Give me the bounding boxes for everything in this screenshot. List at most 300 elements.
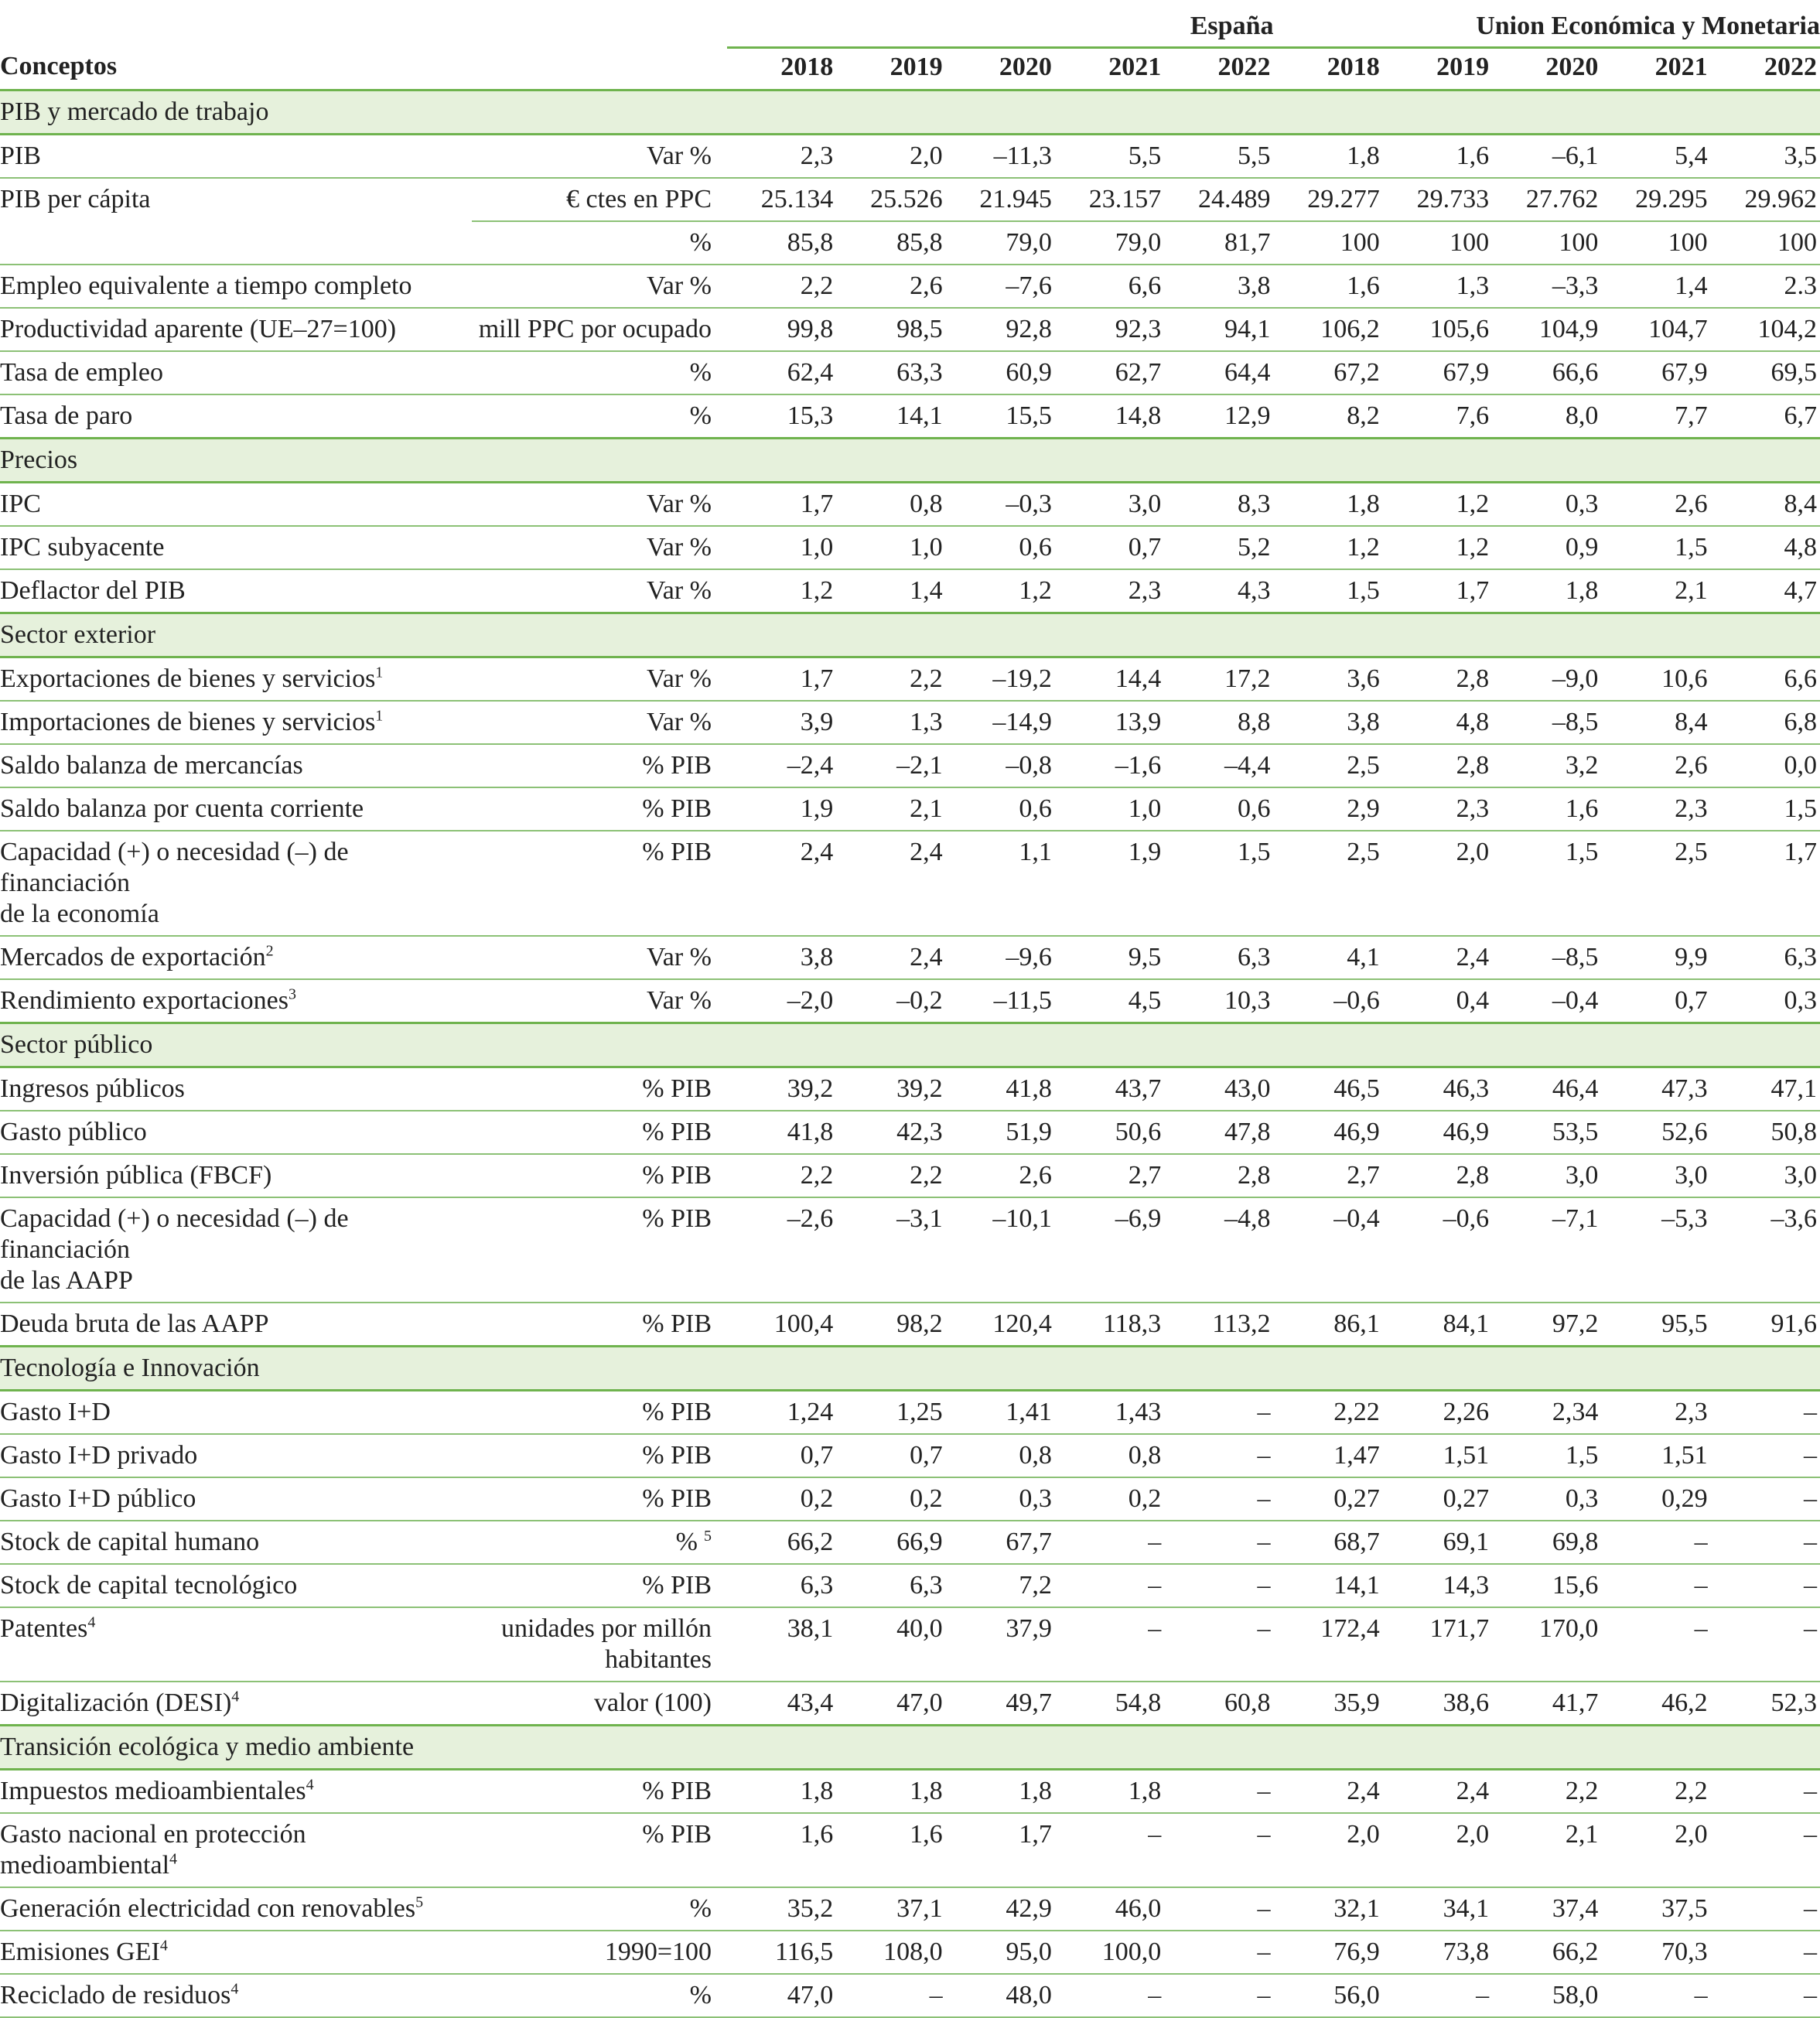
value-cell: 2,7 <box>1055 1154 1164 1197</box>
value-cell: 6,6 <box>1711 657 1820 702</box>
value-cell: – <box>1164 1931 1273 1974</box>
row-label-text: Gasto I+D privado <box>0 1441 198 1470</box>
value-cell: 2,2 <box>727 265 836 308</box>
footnote-marker: 2 <box>265 942 274 960</box>
value-cell: – <box>1164 1887 1273 1931</box>
value-cell: – <box>1711 1564 1820 1607</box>
table-body <box>0 90 1820 2018</box>
group-header-row <box>0 0 1820 48</box>
table-row <box>0 1564 1820 1607</box>
table-row <box>0 787 1820 831</box>
value-cell: 3,2 <box>1492 744 1601 787</box>
section-title: PIB y mercado de trabajo <box>0 90 1820 135</box>
value-cell: –2,6 <box>727 1197 836 1303</box>
value-cell: –10,1 <box>946 1197 1055 1303</box>
footnote-marker: 4 <box>169 1850 178 1868</box>
value-cell: 81,7 <box>1164 221 1273 265</box>
value-cell: 1,2 <box>727 569 836 613</box>
section-header-row <box>0 90 1820 135</box>
value-cell: 1,4 <box>1601 265 1710 308</box>
value-cell: 95,0 <box>946 1931 1055 1974</box>
row-unit-text: % <box>689 1894 712 1923</box>
value-cell: 0,27 <box>1383 1477 1492 1521</box>
value-cell: 100 <box>1383 221 1492 265</box>
table-row <box>0 1974 1820 2017</box>
row-unit-text: % PIB <box>642 1441 712 1470</box>
value-cell: 86,1 <box>1273 1303 1382 1347</box>
value-cell: 39,2 <box>727 1067 836 1111</box>
value-cell: – <box>1164 1813 1273 1887</box>
value-cell: 66,2 <box>727 1521 836 1564</box>
value-cell: – <box>1055 1521 1164 1564</box>
value-cell: 63,3 <box>836 351 945 394</box>
row-label <box>0 1391 472 1435</box>
row-unit <box>472 657 727 702</box>
row-unit <box>472 221 727 265</box>
row-label <box>0 483 472 527</box>
table-row <box>0 1434 1820 1477</box>
value-cell: 1,8 <box>1273 483 1382 527</box>
table-row <box>0 178 1820 221</box>
table-row <box>0 1682 1820 1726</box>
value-cell: 8,8 <box>1164 701 1273 744</box>
value-cell: 0,7 <box>1601 979 1710 1023</box>
row-unit <box>472 1813 727 1887</box>
value-cell: 60,8 <box>1164 1682 1273 1726</box>
value-cell: 0,8 <box>836 483 945 527</box>
value-cell: 37,4 <box>1492 1887 1601 1931</box>
row-unit-text: % PIB <box>642 1777 712 1805</box>
value-cell: 105,6 <box>1383 308 1492 351</box>
row-label <box>0 178 472 221</box>
value-cell: – <box>1601 1564 1710 1607</box>
row-unit <box>472 1887 727 1931</box>
value-cell: 2,5 <box>1601 831 1710 936</box>
row-unit <box>472 1477 727 1521</box>
value-cell: 47,0 <box>836 1682 945 1726</box>
row-unit-text: % PIB <box>642 838 712 866</box>
value-cell: 67,2 <box>1273 351 1382 394</box>
value-cell: –2,0 <box>727 979 836 1023</box>
value-cell: 2,1 <box>1492 1813 1601 1887</box>
row-label <box>0 351 472 394</box>
value-cell: 1,0 <box>727 526 836 569</box>
row-unit <box>472 394 727 439</box>
value-cell: –3,6 <box>1711 1197 1820 1303</box>
table-row <box>0 394 1820 439</box>
row-label <box>0 221 472 265</box>
value-cell: 24.489 <box>1164 178 1273 221</box>
value-cell: – <box>836 1974 945 2017</box>
year-header: 2022 <box>1711 48 1820 90</box>
value-cell: –7,1 <box>1492 1197 1601 1303</box>
row-unit <box>472 1303 727 1347</box>
row-label-text: Exportaciones de bienes y servicios <box>0 664 376 693</box>
row-unit <box>472 1521 727 1564</box>
value-cell: 1,7 <box>1383 569 1492 613</box>
value-cell: 25.526 <box>836 178 945 221</box>
value-cell: –1,6 <box>1055 744 1164 787</box>
row-unit-text: % PIB <box>642 1398 712 1426</box>
row-label-text: Reciclado de residuos <box>0 1981 231 2009</box>
value-cell: 0,7 <box>1055 526 1164 569</box>
value-cell: – <box>1711 1931 1820 1974</box>
row-label-text: Mercados de exportación <box>0 943 266 971</box>
value-cell: 1,2 <box>1273 526 1382 569</box>
value-cell: 41,7 <box>1492 1682 1601 1726</box>
value-cell: – <box>1601 1974 1710 2017</box>
row-unit <box>472 135 727 179</box>
value-cell: 171,7 <box>1383 1607 1492 1682</box>
value-cell: 46,2 <box>1601 1682 1710 1726</box>
row-unit-text: % <box>689 1981 712 2009</box>
value-cell: 2,4 <box>1383 936 1492 979</box>
value-cell: 1,5 <box>1492 1434 1601 1477</box>
footnote-marker: 4 <box>230 1980 239 1998</box>
value-cell: 1,51 <box>1383 1434 1492 1477</box>
row-label-text: Rendimiento exportaciones <box>0 986 289 1015</box>
value-cell: –8,5 <box>1492 701 1601 744</box>
value-cell: 2,3 <box>1601 1391 1710 1435</box>
row-unit <box>472 1974 727 2017</box>
value-cell: 6,3 <box>727 1564 836 1607</box>
value-cell: 0,3 <box>1711 979 1820 1023</box>
value-cell: 14,1 <box>1273 1564 1382 1607</box>
value-cell: 46,5 <box>1273 1067 1382 1111</box>
value-cell: – <box>1055 1813 1164 1887</box>
value-cell: 7,2 <box>946 1564 1055 1607</box>
row-unit-text: Var % <box>646 708 712 736</box>
value-cell: 8,0 <box>1492 394 1601 439</box>
row-unit-text: unidades por millón <box>501 1614 712 1643</box>
value-cell: 2,8 <box>1383 657 1492 702</box>
value-cell: 37,1 <box>836 1887 945 1931</box>
value-cell: 2,34 <box>1492 1391 1601 1435</box>
value-cell: 100 <box>1492 221 1601 265</box>
footnote-marker: 4 <box>306 1776 314 1794</box>
value-cell: –6,9 <box>1055 1197 1164 1303</box>
value-cell: 52,3 <box>1711 1682 1820 1726</box>
table-row <box>0 526 1820 569</box>
row-unit-text: % PIB <box>642 1484 712 1513</box>
value-cell: 1,8 <box>836 1770 945 1814</box>
section-title: Sector exterior <box>0 613 1820 657</box>
table-row <box>0 744 1820 787</box>
row-unit-text: Var % <box>646 664 712 693</box>
value-cell: 14,8 <box>1055 394 1164 439</box>
value-cell: 1,2 <box>946 569 1055 613</box>
value-cell: 2,2 <box>836 1154 945 1197</box>
year-header: 2021 <box>1055 48 1164 90</box>
value-cell: 3,6 <box>1273 657 1382 702</box>
row-label-text: Saldo balanza de mercancías <box>0 751 303 780</box>
value-cell: 0,8 <box>1055 1434 1164 1477</box>
year-header: 2018 <box>1273 48 1382 90</box>
row-label-text: Emisiones GEI <box>0 1938 160 1966</box>
value-cell: 3,0 <box>1601 1154 1710 1197</box>
table-row <box>0 1521 1820 1564</box>
row-unit <box>472 1564 727 1607</box>
year-header: 2021 <box>1601 48 1710 90</box>
row-label <box>0 1682 472 1726</box>
value-cell: 37,5 <box>1601 1887 1710 1931</box>
footnote-marker: 4 <box>231 1688 240 1706</box>
value-cell: 2,5 <box>1273 831 1382 936</box>
value-cell: 5,5 <box>1055 135 1164 179</box>
value-cell: 2,4 <box>727 831 836 936</box>
value-cell: 1,5 <box>1273 569 1382 613</box>
value-cell: 100 <box>1273 221 1382 265</box>
value-cell: 1,7 <box>727 483 836 527</box>
value-cell: 1,4 <box>836 569 945 613</box>
value-cell: 54,8 <box>1055 1682 1164 1726</box>
value-cell: – <box>1711 1521 1820 1564</box>
footnote-marker: 4 <box>87 1613 96 1631</box>
value-cell: –2,4 <box>727 744 836 787</box>
year-header: 2019 <box>836 48 945 90</box>
value-cell: 0,2 <box>1055 1477 1164 1521</box>
value-cell: 0,2 <box>727 1477 836 1521</box>
row-unit-text: % PIB <box>642 1309 712 1338</box>
value-cell: 29.277 <box>1273 178 1382 221</box>
row-unit <box>472 701 727 744</box>
value-cell: 1,7 <box>1711 831 1820 936</box>
row-label-text-line2: de las AAPP <box>0 1266 133 1295</box>
section-title: Precios <box>0 439 1820 483</box>
row-label-text: Stock de capital humano <box>0 1528 260 1556</box>
value-cell: 3,8 <box>1273 701 1382 744</box>
row-unit-text: 1990=100 <box>604 1938 712 1966</box>
value-cell: 66,2 <box>1492 1931 1601 1974</box>
row-label-text: Gasto I+D <box>0 1398 111 1426</box>
value-cell: 1,5 <box>1164 831 1273 936</box>
value-cell: 49,7 <box>946 1682 1055 1726</box>
value-cell: 67,9 <box>1601 351 1710 394</box>
row-label-text: Ingresos públicos <box>0 1074 185 1103</box>
value-cell: 46,9 <box>1383 1111 1492 1154</box>
value-cell: 1,6 <box>1492 787 1601 831</box>
value-cell: – <box>1164 1607 1273 1682</box>
value-cell: 2,6 <box>946 1154 1055 1197</box>
section-header-row <box>0 613 1820 657</box>
section-header-row <box>0 1726 1820 1770</box>
table-row <box>0 1197 1820 1303</box>
value-cell: 1,6 <box>1383 135 1492 179</box>
row-label-text: Gasto nacional en protección medioambiental <box>0 1820 306 1880</box>
value-cell: 58,0 <box>1492 1974 1601 2017</box>
value-cell: 170,0 <box>1492 1607 1601 1682</box>
value-cell: 8,4 <box>1711 483 1820 527</box>
row-label <box>0 135 472 179</box>
row-unit <box>472 178 727 221</box>
value-cell: 1,9 <box>1055 831 1164 936</box>
value-cell: 67,9 <box>1383 351 1492 394</box>
value-cell: 2,1 <box>836 787 945 831</box>
value-cell: 6,3 <box>1164 936 1273 979</box>
value-cell: 116,5 <box>727 1931 836 1974</box>
value-cell: 2,22 <box>1273 1391 1382 1435</box>
value-cell: 99,8 <box>727 308 836 351</box>
row-unit-text: Var % <box>646 533 712 562</box>
value-cell: –0,4 <box>1492 979 1601 1023</box>
value-cell: 98,2 <box>836 1303 945 1347</box>
table-row <box>0 1770 1820 1814</box>
value-cell: 46,3 <box>1383 1067 1492 1111</box>
value-cell: – <box>1164 1521 1273 1564</box>
row-unit-text: Var % <box>646 271 712 300</box>
row-unit <box>472 744 727 787</box>
row-unit-text: % PIB <box>642 1820 712 1849</box>
row-label-text: PIB per cápita <box>0 185 151 213</box>
row-label-text: Tasa de empleo <box>0 358 163 387</box>
group-uem: Union Económica y Monetaria <box>1273 0 1820 48</box>
value-cell: 1,5 <box>1492 831 1601 936</box>
value-cell: – <box>1711 1770 1820 1814</box>
value-cell: 41,8 <box>727 1111 836 1154</box>
value-cell: 2,7 <box>1273 1154 1382 1197</box>
value-cell: 42,9 <box>946 1887 1055 1931</box>
row-label <box>0 787 472 831</box>
row-label-text: Importaciones de bienes y servicios <box>0 708 376 736</box>
value-cell: –5,3 <box>1601 1197 1710 1303</box>
value-cell: – <box>1055 1607 1164 1682</box>
value-cell: –0,3 <box>946 483 1055 527</box>
value-cell: 3,0 <box>1711 1154 1820 1197</box>
value-cell: 43,4 <box>727 1682 836 1726</box>
value-cell: 13,9 <box>1055 701 1164 744</box>
value-cell: – <box>1164 1564 1273 1607</box>
footnote-marker: 3 <box>288 985 296 1003</box>
value-cell: 2,2 <box>727 1154 836 1197</box>
value-cell: 2,8 <box>1383 744 1492 787</box>
value-cell: 6,7 <box>1711 394 1820 439</box>
value-cell: 6,8 <box>1711 701 1820 744</box>
table-row <box>0 831 1820 936</box>
value-cell: 1,8 <box>1273 135 1382 179</box>
row-label <box>0 1303 472 1347</box>
value-cell: 95,5 <box>1601 1303 1710 1347</box>
row-unit <box>472 308 727 351</box>
row-unit <box>472 1154 727 1197</box>
row-unit-text: mill PPC por ocupado <box>478 315 712 343</box>
row-label-text: Tasa de paro <box>0 401 133 430</box>
value-cell: 2.3 <box>1711 265 1820 308</box>
value-cell: 50,8 <box>1711 1111 1820 1154</box>
row-label <box>0 265 472 308</box>
value-cell: 0,6 <box>1164 787 1273 831</box>
section-header-row <box>0 1347 1820 1391</box>
row-unit-text: % PIB <box>642 751 712 780</box>
row-unit <box>472 265 727 308</box>
year-header: 2019 <box>1383 48 1492 90</box>
value-cell: 3,8 <box>727 936 836 979</box>
row-unit-text: Var % <box>646 943 712 971</box>
row-label-text: Gasto público <box>0 1118 147 1146</box>
row-label-text: Digitalización (DESI) <box>0 1688 232 1717</box>
row-label <box>0 1887 472 1931</box>
row-label <box>0 744 472 787</box>
row-unit <box>472 1197 727 1303</box>
row-label-text: Deflactor del PIB <box>0 576 186 605</box>
value-cell: 9,5 <box>1055 936 1164 979</box>
value-cell: 172,4 <box>1273 1607 1382 1682</box>
value-cell: 2,5 <box>1273 744 1382 787</box>
row-unit-text: Var % <box>646 490 712 518</box>
value-cell: 2,2 <box>1601 1770 1710 1814</box>
value-cell: 5,5 <box>1164 135 1273 179</box>
value-cell: 53,5 <box>1492 1111 1601 1154</box>
value-cell: 91,6 <box>1711 1303 1820 1347</box>
table-row <box>0 308 1820 351</box>
value-cell: 0,6 <box>946 787 1055 831</box>
row-unit <box>472 1770 727 1814</box>
row-label <box>0 394 472 439</box>
row-label <box>0 701 472 744</box>
value-cell: 0,29 <box>1601 1477 1710 1521</box>
row-label-text: IPC <box>0 490 41 518</box>
value-cell: 2,3 <box>1383 787 1492 831</box>
value-cell: 2,4 <box>1383 1770 1492 1814</box>
section-header-row <box>0 1023 1820 1067</box>
value-cell: 2,0 <box>836 135 945 179</box>
row-label <box>0 308 472 351</box>
value-cell: 76,9 <box>1273 1931 1382 1974</box>
value-cell: 32,1 <box>1273 1887 1382 1931</box>
value-cell: 38,6 <box>1383 1682 1492 1726</box>
value-cell: 94,1 <box>1164 308 1273 351</box>
row-unit <box>472 1682 727 1726</box>
value-cell: 97,2 <box>1492 1303 1601 1347</box>
row-unit-text: € ctes en PPC <box>566 185 712 213</box>
value-cell: 4,8 <box>1383 701 1492 744</box>
row-label <box>0 1521 472 1564</box>
row-unit <box>472 351 727 394</box>
value-cell: 15,5 <box>946 394 1055 439</box>
value-cell: 2,6 <box>836 265 945 308</box>
value-cell: 85,8 <box>727 221 836 265</box>
value-cell: 1,5 <box>1601 526 1710 569</box>
row-unit <box>472 1111 727 1154</box>
value-cell: – <box>1164 1974 1273 2017</box>
value-cell: 0,9 <box>1492 526 1601 569</box>
value-cell: 9,9 <box>1601 936 1710 979</box>
value-cell: 0,3 <box>1492 1477 1601 1521</box>
value-cell: 47,1 <box>1711 1067 1820 1111</box>
value-cell: –9,6 <box>946 936 1055 979</box>
value-cell: 2,4 <box>836 831 945 936</box>
value-cell: – <box>1711 1434 1820 1477</box>
row-unit-text: % PIB <box>642 794 712 823</box>
value-cell: 0,7 <box>836 1434 945 1477</box>
year-header: 2020 <box>1492 48 1601 90</box>
value-cell: 2,0 <box>1601 1813 1710 1887</box>
value-cell: –0,2 <box>836 979 945 1023</box>
row-unit <box>472 831 727 936</box>
value-cell: 3,5 <box>1711 135 1820 179</box>
value-cell: 1,8 <box>1055 1770 1164 1814</box>
value-cell: 100,0 <box>1055 1931 1164 1974</box>
value-cell: 4,7 <box>1711 569 1820 613</box>
value-cell: 3,8 <box>1164 265 1273 308</box>
value-cell: 1,0 <box>1055 787 1164 831</box>
value-cell: 62,7 <box>1055 351 1164 394</box>
value-cell: –9,0 <box>1492 657 1601 702</box>
value-cell: 73,8 <box>1383 1931 1492 1974</box>
value-cell: 8,4 <box>1601 701 1710 744</box>
row-unit-text: % PIB <box>642 1204 712 1233</box>
value-cell: 1,6 <box>727 1813 836 1887</box>
row-unit <box>472 979 727 1023</box>
